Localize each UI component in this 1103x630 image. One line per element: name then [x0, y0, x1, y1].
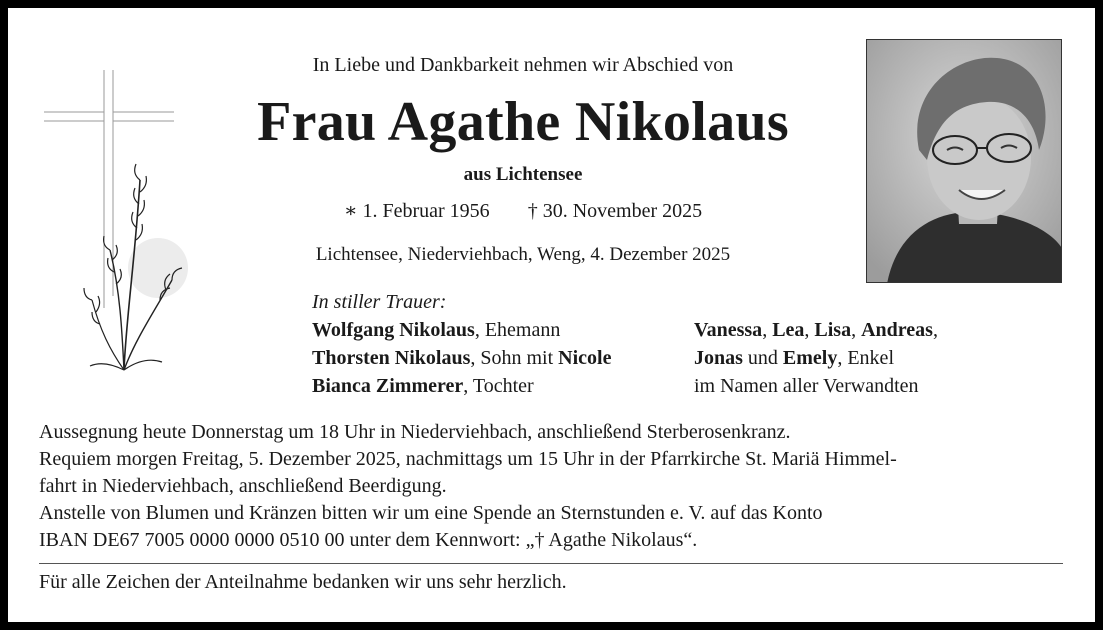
detail-line: Requiem morgen Freitag, 5. Dezember 2025, nachmittags um 15 Uhr in der Pfarrkirche St. Mariä Himmel-: [39, 448, 897, 470]
mourners-right-column: [694, 316, 938, 400]
mourners-heading: In stiller Trauer:: [312, 291, 447, 313]
mourner-line: Wolfgang Nikolaus, Ehemann: [312, 319, 561, 341]
detail-line: fahrt in Niederviehbach, anschließend Beerdigung.: [39, 475, 447, 497]
mourner-line: Vanessa, Lea, Lisa, Andreas,: [694, 319, 938, 341]
divider: [39, 563, 1063, 564]
birth-date: ∗ 1. Februar 1956: [343, 200, 490, 222]
detail-line: Anstelle von Blumen und Kränzen bitten wir um eine Spende an Sternstunden e. V. auf das Konto: [39, 502, 823, 524]
thanks-line: Für alle Zeichen der Anteilnahme bedanken wir uns sehr herzlich.: [39, 571, 567, 593]
obituary-notice: [8, 8, 1095, 622]
life-dates: [168, 198, 878, 223]
mourner-line: Bianca Zimmerer, Tochter: [312, 375, 534, 397]
mourners-left-column: [312, 288, 611, 400]
mourner-line: Jonas und Emely, Enkel: [694, 347, 894, 369]
detail-line: Aussegnung heute Donnerstag um 18 Uhr in Niederviehbach, anschließend Sterberosenkranz.: [39, 421, 791, 443]
mourner-line: Thorsten Nikolaus, Sohn mit Nicole: [312, 347, 612, 369]
detail-line: IBAN DE67 7005 0000 0000 0510 00 unter dem Kennwort: „† Agathe Nikolaus“.: [39, 529, 698, 551]
origin-line: aus Lichtensee: [463, 164, 583, 185]
service-details: [39, 419, 1069, 554]
intro-line: In Liebe und Dankbarkeit nehmen wir Abschied von: [312, 54, 734, 76]
deceased-name: Frau Agathe Nikolaus: [257, 91, 789, 153]
mourner-line: im Namen aller Verwandten: [694, 375, 919, 397]
place-date-line: Lichtensee, Niederviehbach, Weng, 4. Dezember 2025: [315, 244, 731, 265]
portrait-photo: [866, 39, 1062, 283]
death-date: † 30. November 2025: [527, 200, 703, 222]
